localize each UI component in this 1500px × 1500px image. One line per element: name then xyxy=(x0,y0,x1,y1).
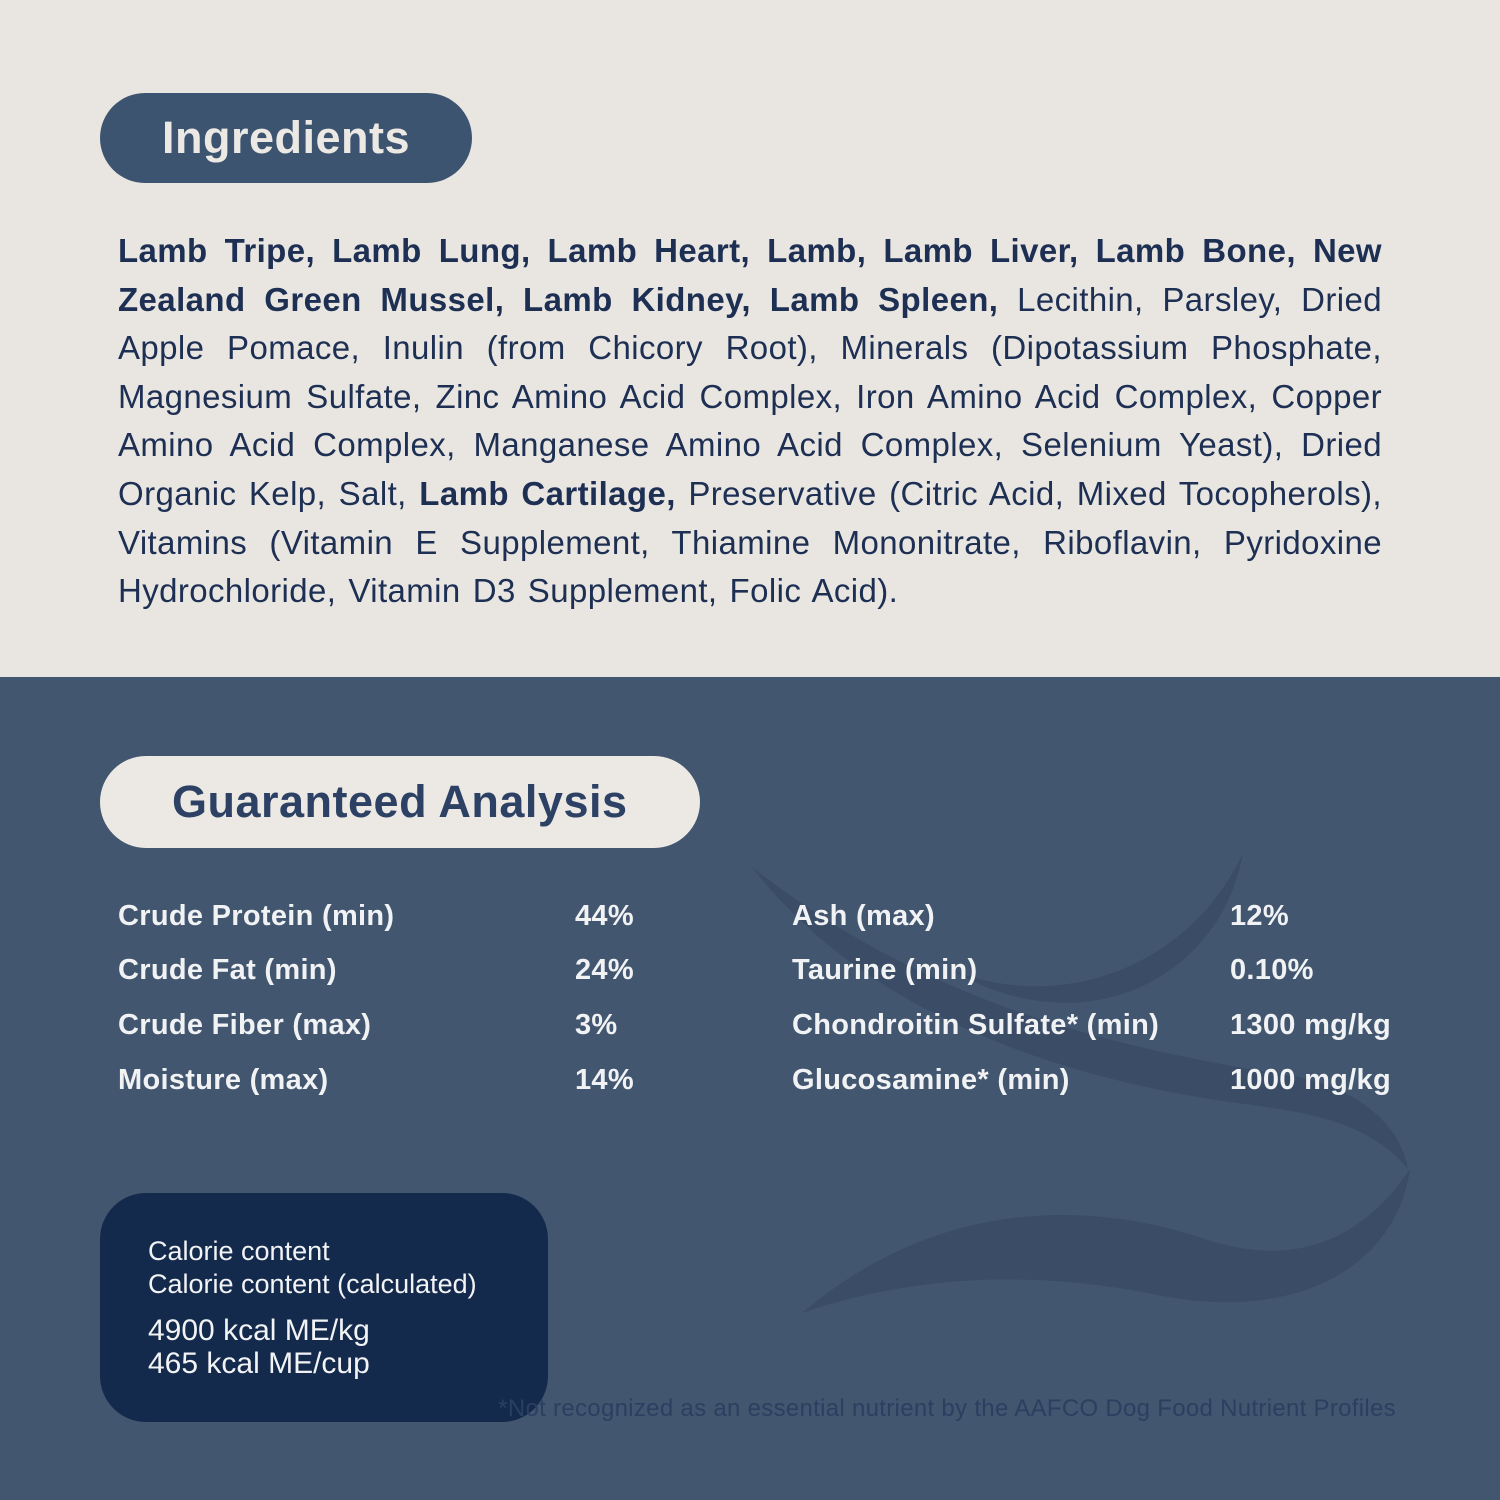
analysis-value: 0.10% xyxy=(1230,954,1314,987)
calorie-content-box xyxy=(100,1193,548,1422)
table-row xyxy=(118,944,634,999)
analysis-label: Crude Fat (min) xyxy=(118,954,337,987)
analysis-value: 24% xyxy=(575,954,634,987)
calorie-value-line: 4900 kcal ME/kg xyxy=(148,1314,370,1347)
ingredients-secondary-1: Lecithin, Parsley, Dried Apple Pomace, Inulin (from Chicory Root), Minerals (Dipotassium Phosphate, Magnesium Sulfate, Zinc Amino Acid Complex, Iron Amino Acid Complex, Copper Amino Acid Complex, Manganese Amino Acid Complex, Selenium Yeast), Dried Organic Kelp, Salt, xyxy=(118,280,1382,512)
analysis-value: 12% xyxy=(1230,899,1289,932)
analysis-label: Taurine (min) xyxy=(792,954,978,987)
ingredients-section xyxy=(0,0,1500,677)
analysis-label: Crude Protein (min) xyxy=(118,899,395,932)
calorie-title-line: Calorie content xyxy=(148,1236,330,1266)
analysis-label: Glucosamine* (min) xyxy=(792,1063,1070,1096)
analysis-table-right-column xyxy=(792,889,1391,1107)
table-row xyxy=(118,1053,634,1108)
table-row xyxy=(792,944,1391,999)
analysis-value: 1000 mg/kg xyxy=(1230,1063,1391,1096)
analysis-value: 3% xyxy=(575,1008,618,1041)
calorie-value-line: 465 kcal ME/cup xyxy=(148,1347,370,1380)
ingredients-primary-meats: Lamb Tripe, Lamb Lung, Lamb Heart, Lamb, Lamb Liver, Lamb Bone, New Zealand Green Mussel, Lamb Kidney, Lamb Spleen, xyxy=(118,232,1382,318)
analysis-value: 1300 mg/kg xyxy=(1230,1008,1391,1041)
aafco-footnote: *Not recognized as an essential nutrient by the AAFCO Dog Food Nutrient Profiles xyxy=(498,1395,1396,1422)
table-row xyxy=(792,998,1391,1053)
analysis-value: 14% xyxy=(575,1063,634,1096)
ingredients-heading-pill xyxy=(100,93,472,183)
guaranteed-analysis-heading-pill xyxy=(100,756,700,848)
ingredients-heading: Ingredients xyxy=(162,112,411,163)
analysis-value: 44% xyxy=(575,899,634,932)
table-row xyxy=(118,889,634,944)
analysis-label: Moisture (max) xyxy=(118,1063,329,1096)
table-row xyxy=(792,889,1391,944)
analysis-label: Ash (max) xyxy=(792,899,935,932)
analysis-table-left-column xyxy=(118,889,634,1107)
analysis-label: Crude Fiber (max) xyxy=(118,1008,372,1041)
analysis-label: Chondroitin Sulfate* (min) xyxy=(792,1008,1160,1041)
guaranteed-analysis-heading: Guaranteed Analysis xyxy=(172,776,628,827)
calorie-title-line: Calorie content (calculated) xyxy=(148,1268,477,1299)
ingredients-paragraph xyxy=(118,227,1382,616)
table-row xyxy=(792,1053,1391,1108)
guaranteed-analysis-section xyxy=(0,677,1500,1500)
table-row xyxy=(118,998,634,1053)
ingredients-secondary-2: Preservative (Citric Acid, Mixed Tocopherols), Vitamins (Vitamin E Supplement, Thiamine Mononitrate, Riboflavin, Pyridoxine Hydrochloride, Vitamin D3 Supplement, Folic Acid). xyxy=(118,474,1382,610)
ingredients-lamb-cartilage: Lamb Cartilage, xyxy=(419,474,676,512)
